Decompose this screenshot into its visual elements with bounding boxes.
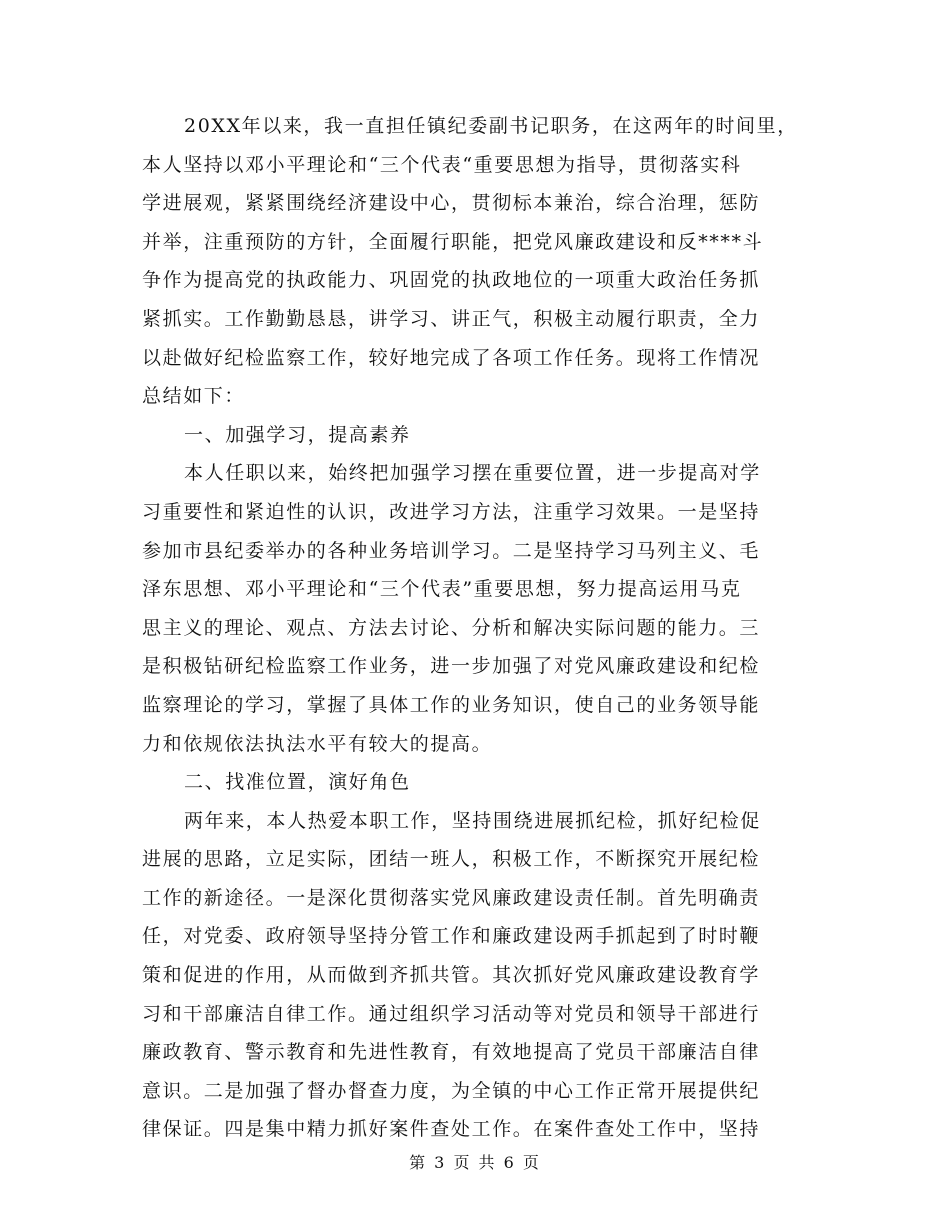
text-line: 工作的新途径。一是深化贯彻落实党风廉政建设责任制。首先明确责 xyxy=(142,886,761,909)
text-line: 紧抓实。工作勤勤恳恳，讲学习、讲正气，积极主动履行职责，全力 xyxy=(142,307,761,330)
text-line: 廉政教育、警示教育和先进性教育，有效地提高了党员干部廉洁自律 xyxy=(142,1041,761,1064)
text-line: 一、加强学习，提高素养 xyxy=(184,423,411,446)
text-line: 20XX年以来，我一直担任镇纪委副书记职务，在这两年的时间里， xyxy=(184,115,798,137)
text-line: 本人坚持以邓小平理论和“三个代表“重要思想为指导，贯彻落实科 xyxy=(142,153,742,176)
text-line: 参加市县纪委举办的各种业务培训学习。二是坚持学习马列主义、毛 xyxy=(142,539,761,562)
text-line: 监察理论的学习，掌握了具体工作的业务知识，使自己的业务领导能 xyxy=(142,693,761,716)
text-line: 总结如下： xyxy=(142,385,246,408)
text-line: 以赴做好纪检监察工作，较好地完成了各项工作任务。现将工作情况 xyxy=(142,346,761,369)
text-line: 力和依规依法执法水平有较大的提高。 xyxy=(142,732,493,755)
text-line: 策和促进的作用，从而做到齐抓共管。其次抓好党风廉政建设教育学 xyxy=(142,964,761,987)
text-line: 是积极钻研纪检监察工作业务，进一步加强了对党风廉政建设和纪检 xyxy=(142,655,761,678)
text-line: 思主义的理论、观点、方法去讨论、分析和解决实际问题的能力。三 xyxy=(142,616,761,639)
page-number-footer: 第 3 页 共 6 页 xyxy=(409,1153,541,1172)
document-body xyxy=(142,107,802,1149)
text-line: 并举，注重预防的方针，全面履行职能，把党风廉政建设和反****斗 xyxy=(142,230,764,253)
text-line: 习和干部廉洁自律工作。通过组织学习活动等对党员和领导干部进行 xyxy=(142,1002,761,1025)
text-line: 泽东思想、邓小平理论和“三个代表”重要思想，努力提高运用马克 xyxy=(142,578,742,601)
text-line: 学进展观，紧紧围绕经济建设中心，贯彻标本兼治，综合治理，惩防 xyxy=(142,192,761,215)
text-line: 意识。二是加强了督办督查力度，为全镇的中心工作正常开展提供纪 xyxy=(142,1079,761,1102)
text-line: 本人任职以来，始终把加强学习摆在重要位置，进一步提高对学 xyxy=(184,462,761,485)
text-line: 进展的思路，立足实际，团结一班人，积极工作，不断探究开展纪检 xyxy=(142,848,761,871)
text-line: 二、找准位置，演好角色 xyxy=(184,771,411,794)
text-line: 任，对党委、政府领导坚持分管工作和廉政建设两手抓起到了时时鞭 xyxy=(142,925,761,948)
text-line: 律保证。四是集中精力抓好案件查处工作。在案件查处工作中，坚持 xyxy=(142,1118,761,1141)
text-line: 两年来，本人热爱本职工作，坚持围绕进展抓纪检，抓好纪检促 xyxy=(184,809,761,832)
text-line: 习重要性和紧迫性的认识，改进学习方法，注重学习效果。一是坚持 xyxy=(142,500,761,523)
text-line: 争作为提高党的执政能力、巩固党的执政地位的一项重大政治任务抓 xyxy=(142,269,761,292)
